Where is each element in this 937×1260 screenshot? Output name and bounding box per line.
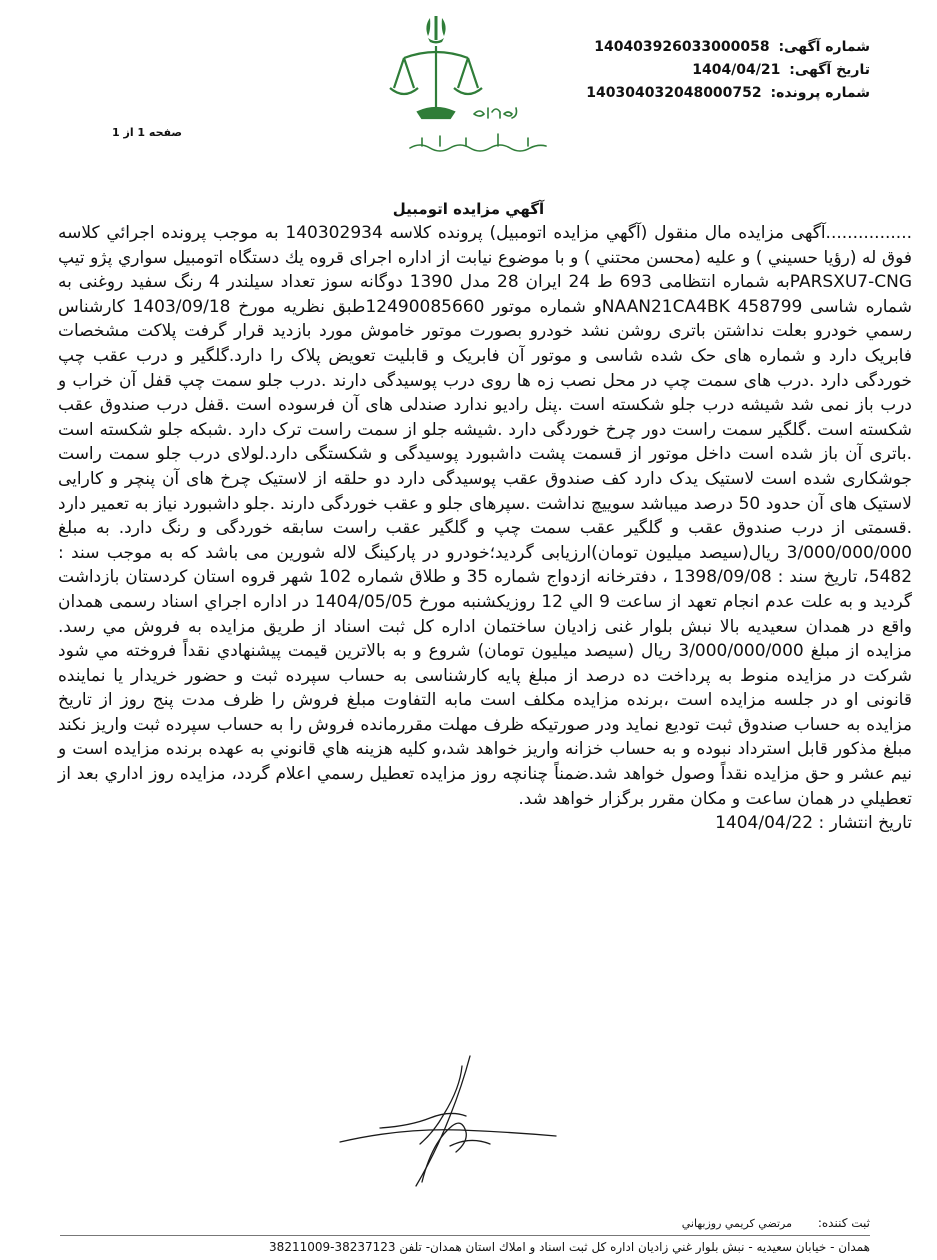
case-number-label: شماره پرونده:: [770, 85, 870, 101]
notice-paragraph: ................آگهی مزایده مال منقول (آگهي مزايده اتومبيل) پرونده کلاسه 140302934 به موجب پرونده اجرائي کلاسه فوق له (رؤيا حسيني ) و عليه (محسن محتني ) و با موضوع نيابت از اداره اجرای قروه يك دستگاه اتومبيل سواري پژو تيپ PARSXU7-CNGبه شماره انتظامی 693 ط 24 ایران 28 مدل 1390 دوگانه سوز تعداد سیلندر 4 رنگ سفید روغنی به شماره شاسی NAAN21CA4BK 458799و شماره موتور 12490085660طبق نظريه مورخ 1403/09/18 کارشناس رسمي خودرو بعلت نداشتن باتری روشن نشد خودرو بصورت موتور خاموش مورد بازديد قرار گرفت پلاکت مشخصات فابریک دارد و شماره های حک شده شاسی و موتور آن فابریک و قابلیت تعویض پلاک را دارد.گلگیر و درب عقب چپ خوردگی دارد .درب های سمت چپ در محل نصب زه ها روی درب پوسیدگی دارند .درب جلو سمت چپ قفل آن خراب و درب باز نمی شد شیشه درب جلو شکسته است .پنل رادیو ندارد صندلی های آن فرسوده است .قفل درب صندوق عقب شکسته است .گلگیر سمت راست دور چرخ خوردگی دارد .شیشه جلو از سمت راست ترک دارد .شبکه جلو شکسته است .باتری آن باز شده است داخل موتور از قسمت پشت داشبورد پوسیدگی و شکستگی دارد.لولای درب جلو سمت راست جوشکاری شده است لاستیک یدک دارد کف صندوق عقب پوسیدگی دارد دو حلقه از لاستیک چرخ های آن پنچر و کارایی لاستیک های آن حدود 50 درصد میباشد سوییچ نداشت .سپرهای جلو و عقب خوردگی دارند .جلو داشبورد نیاز به تعمیر دارد .قسمتی از درب صندوق عقب و گلگیر عقب سمت چپ و گلگیر عقب راست سابقه خوردگی و رنگ دارد. به مبلغ 3/000/000/000 ريال(سیصد میلیون تومان)ارزيابی گرديد؛خودرو در پارکینگ لاله شورين می باشد که به موجب سند : 5482، تاریخ سند : 1398/09/08 ، دفترخانه ازدواج شماره 35 و طلاق شماره 102 شهر قروه استان کردستان بازداشت گردید و به علت عدم انجام تعهد از ساعت 9 الي 12 روزيكشنبه مورخ 1404/05/05 در اداره اجراي اسناد رسمی همدان واقع در همدان سعیدیه بالا نبش بلوار غنی زادیان ساختمان اداره کل ثبت اسناد از طريق مزايده به فروش مي رسد. مزايده از مبلغ 3/000/000/000 ريال (سیصد میلیون تومان) شروع و به بالاترين قيمت پيشنهادي نقداً فروخته مي شود شرکت در مزایده منوط به پرداخت ده درصد از مبلغ پایه کارشناسی به حساب سپرده ثبت و حضور خریدار یا نماینده قانونی او در جلسه مزایده است ،برنده مزایده مکلف است مابه التفاوت مبلغ فروش را ظرف مدت پنج روز از تاریخ مزایده به حساب صندوق ثبت تودیع نماید ودر صورتیکه ظرف مهلت مقررمانده فروش را به حساب سپرده ثبت واریز نکند مبلغ مذکور قابل استرداد نبوده و به حساب خزانه واریز خواهد شد،و کليه هزينه هاي قانوني به عهده برنده مزايده است و نيم عشر و حق مزايده نقداً وصول خواهد شد.ضمناً چنانچه روز مزايده تعطيل رسمي اعلام گردد، مزايده روز اداري بعد از تعطيلي در همان ساعت و مكان مقرر برگزار خواهد شد.: [58, 223, 913, 809]
registrar-name: مرتضي كريمي روزبهاني: [681, 1217, 793, 1230]
judiciary-emblem-logo: [370, 8, 570, 163]
registrar-label: ثبت کننده:: [817, 1216, 870, 1230]
publication-date-label: تاريخ انتشار :: [818, 813, 912, 834]
handwritten-signature: [320, 1050, 560, 1205]
ad-number-label: شماره آگهی:: [778, 39, 870, 55]
registrar-line: [682, 1216, 870, 1230]
coat-of-arms-icon: [426, 16, 445, 44]
ad-metadata: [530, 36, 870, 105]
case-number-row: [530, 82, 870, 105]
ad-date-label: تاریخ آگهی:: [789, 62, 870, 78]
publication-date-row: [58, 811, 912, 836]
page-indicator: صفحه 1 از 1: [112, 126, 183, 139]
ad-date-row: [530, 59, 870, 82]
ad-number-row: [530, 36, 870, 59]
scales-of-justice-icon: [390, 46, 482, 118]
ad-date: 1404/04/21: [692, 62, 781, 78]
publication-date: 1404/04/22: [715, 813, 814, 834]
footer-divider: [60, 1235, 870, 1236]
notice-body: [58, 221, 912, 836]
footer-address: همدان - خيابان سعيديه - نبش بلوار غني زاديان اداره كل ثبت اسناد و املاك استان همدان- تلفن 38237123-38211009: [269, 1240, 870, 1254]
case-number: 140304032048000752: [586, 85, 762, 101]
ad-number: 140403926033000058: [594, 39, 770, 55]
page-title: آگهي مزايده اتومبيل: [392, 200, 545, 218]
